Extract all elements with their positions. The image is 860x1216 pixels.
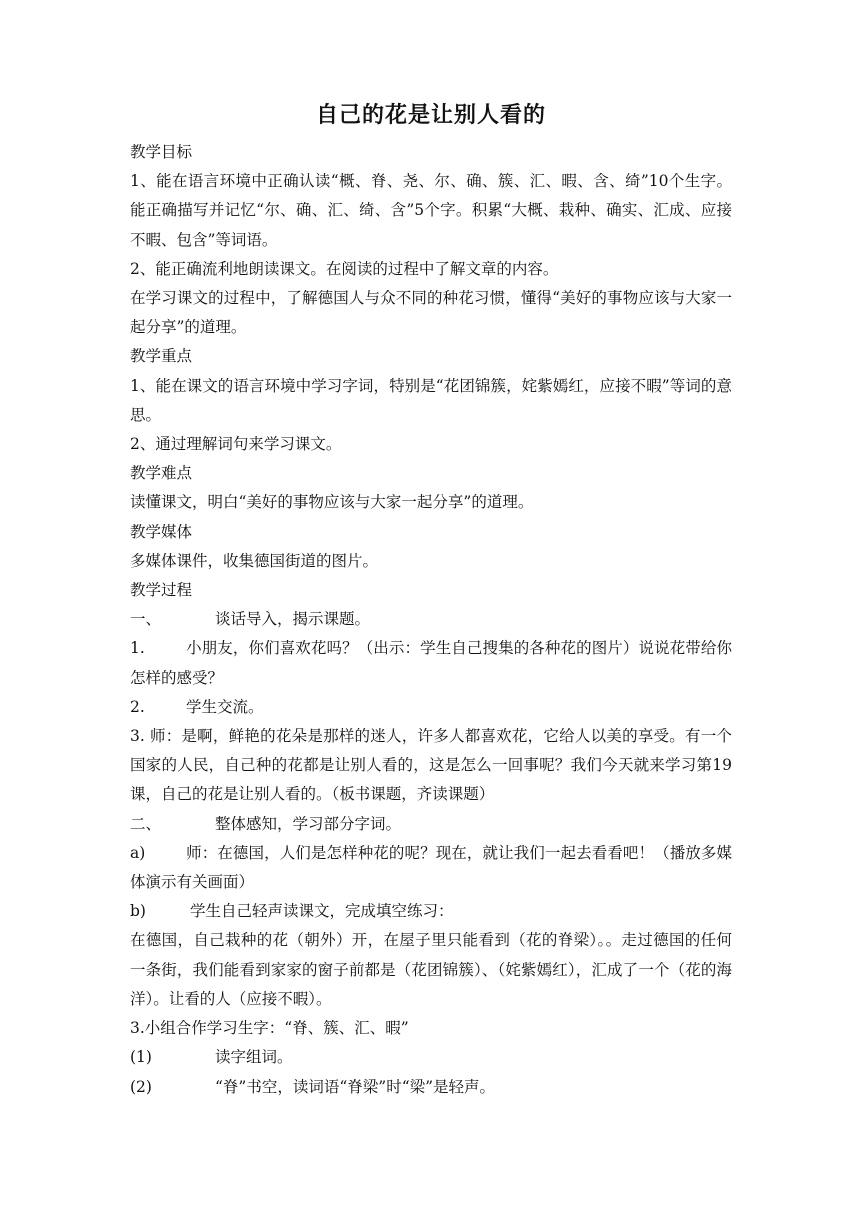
step-1-item-3: 3. 师：是啊，鲜艳的花朵是那样的迷人，许多人都喜欢花，它给人以美的享受。有一个国家的人民，自己种的花都是让别人看的，这是怎么一回事呢？我们今天就来学习第19课，自己的花是让别人看的。（板书课题，齐读课题）: [130, 727, 732, 804]
media-heading: 教学媒体: [130, 522, 193, 541]
media-1: 多媒体课件，收集德国街道的图片。: [130, 551, 379, 570]
fill-in-exercise: 在德国，自己栽种的花（朝外）开，在屋子里只能看到（花的脊梁）。。走过德国的任何一条街，我们能看到家家的窗子前都是（花团锦簇）、（姹紫嫣红），汇成了一个（花的海洋）。让看的人（应接不暇）。: [130, 931, 732, 1008]
step-2-item-a: [130, 839, 732, 897]
sub-1-number: (1): [130, 1048, 152, 1067]
focus-heading: 教学重点: [130, 347, 193, 366]
sub-2-number: (2): [130, 1077, 152, 1096]
step-1-item-2-text: 学生交流。: [186, 697, 264, 716]
step-1-item-1-text: 小朋友，你们喜欢花吗？（出示：学生自己搜集的各种花的图片）说说花带给你怎样的感受？: [130, 639, 732, 687]
step-1-item-1-number: 1.: [130, 639, 145, 658]
step-2-item-a-number: a): [130, 843, 146, 862]
difficulty-heading: 教学难点: [130, 464, 193, 483]
process-heading: 教学过程: [130, 581, 193, 600]
step-1: [130, 605, 732, 634]
step-2-item-3-sub-1: [130, 1043, 732, 1072]
step-2-item-b-text: 学生自己轻声读课文，完成填空练习：: [190, 902, 454, 921]
step-2-item-b: [130, 897, 732, 926]
step-1-item-1: [130, 634, 732, 692]
step-2-text: 整体感知，学习部分字词。: [215, 814, 402, 833]
step-2-item-b-number: b): [130, 902, 146, 921]
sub-1-text: 读字组词。: [215, 1048, 293, 1067]
step-2-number: 二、: [130, 814, 162, 833]
goal-1: 1、能在语言环境中正确认读“概、脊、尧、尔、确、簇、汇、暇、含、绮”10个生字。能正确描写并记忆“尔、确、汇、绮、含”5个字。积累“大概、栽种、确实、汇成、应接不暇、包含”等词语。: [130, 172, 732, 249]
step-1-item-2-number: 2.: [130, 697, 145, 716]
goal-3: 在学习课文的过程中，了解德国人与众不同的种花习惯，懂得“美好的事物应该与大家一起分享”的道理。: [130, 289, 732, 337]
step-1-text: 谈话导入，揭示课题。: [215, 610, 371, 629]
sub-2-text: “脊”书空，读词语“脊梁”时“梁”是轻声。: [215, 1077, 496, 1096]
focus-1: 1、能在课文的语言环境中学习字词，特别是“花团锦簇，姹紫嫣红，应接不暇”等词的意思。: [130, 376, 732, 424]
document-title: 自己的花是让别人看的: [315, 103, 546, 128]
goals-heading: 教学目标: [130, 143, 193, 161]
step-2-item-a-text: 师：在德国，人们是怎样种花的呢？现在，就让我们一起去看看吧！（播放多媒体演示有关画面）: [130, 843, 732, 892]
step-2-item-3-sub-2: [130, 1073, 732, 1102]
step-1-number: 一、: [130, 610, 162, 629]
goal-2: 2、能正确流利地朗读课文。在阅读的过程中了解文章的内容。: [130, 259, 559, 278]
difficulty-1: 读懂课文，明白“美好的事物应该与大家一起分享”的道理。: [130, 493, 534, 512]
document-page: [130, 100, 732, 1102]
step-1-item-2: [130, 693, 732, 722]
step-2-item-3: 3.小组合作学习生字：“脊、簇、汇、暇”: [130, 1019, 409, 1038]
step-2: [130, 810, 732, 839]
focus-2: 2、通过理解词句来学习课文。: [130, 435, 342, 454]
